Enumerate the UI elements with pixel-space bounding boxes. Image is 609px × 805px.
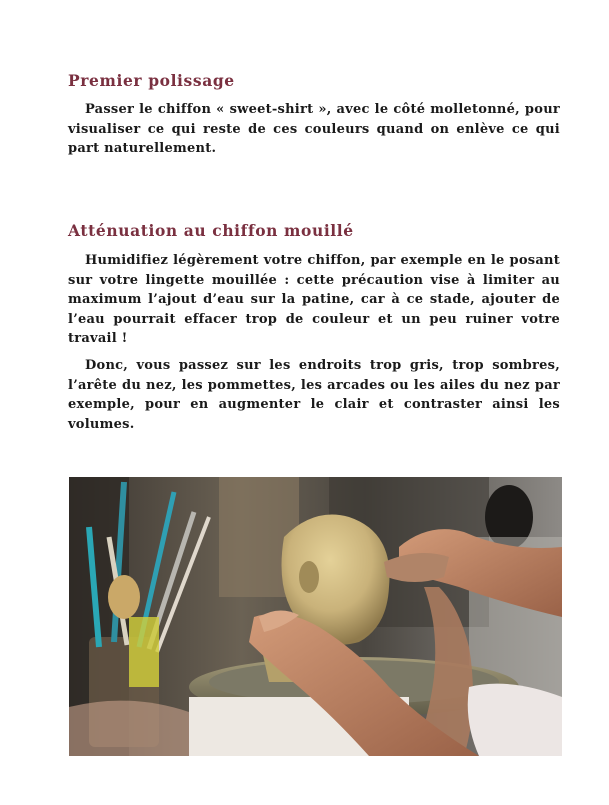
section-paragraph: Humidifiez légèrement votre chiffon, par exemple en le posant sur votre lingette mouillée : cette précaution vise à limiter au maximum l’ajout d’eau sur la patine, car à ce stade, ajouter de l’eau pourrait effacer trop de couleur et un peu ruiner votre travail ! [68,253,560,346]
section-paragraph: Donc, vous passez sur les endroits trop gris, trop sombres, l’arête du nez, les pommettes, les arcades ou les ailes du nez par exemple, pour en augmenter le clair et contraster ainsi les volumes. [68,358,560,432]
section-heading-attenuation: Atténuation au chiffon mouillé [68,221,354,240]
section-paragraph: Passer le chiffon « sweet-shirt », avec le côté molletonné, pour visualiser ce qui reste de ces couleurs quand on enlève ce qui part naturellement. [68,102,560,156]
sculpture-photo [69,477,562,756]
section-heading-premier-polissage: Premier polissage [68,71,235,90]
